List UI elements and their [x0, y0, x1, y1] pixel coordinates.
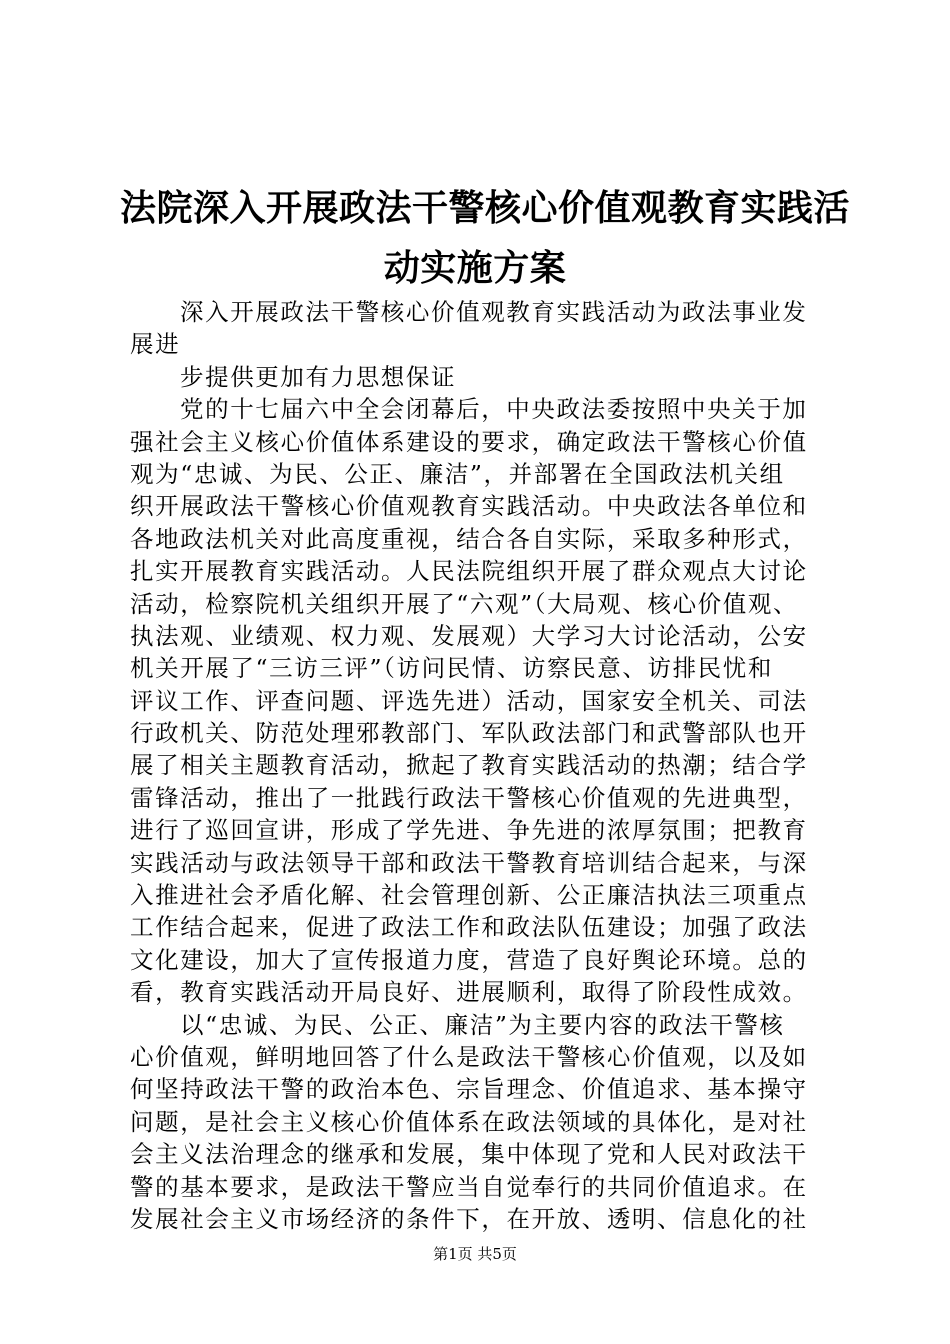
- body-line: 行政机关、防范处理邪教部门、军队政法部门和武警部队也开: [130, 719, 808, 748]
- body-line: 各地政法机关对此高度重视，结合各自实际，采取多种形式，: [130, 524, 808, 553]
- body-line: 警的基本要求，是政法干警应当自觉奉行的共同价值追求。在: [130, 1172, 808, 1201]
- body-line: 工作结合起来，促进了政法工作和政法队伍建设；加强了政法: [130, 913, 808, 942]
- body-line: 看，教育实践活动开局良好、进展顺利，取得了阶段性成效。: [130, 978, 808, 1007]
- body-line: 机关开展了“三访三评”（访问民情、访察民意、访排民忧和: [130, 654, 773, 683]
- body-line: 会主义法治理念的继承和发展，集中体现了党和人民对政法干: [130, 1140, 808, 1169]
- body-line: 问题，是社会主义核心价值体系在政法领域的具体化，是对社: [130, 1107, 808, 1136]
- body-line: 观为“忠诚、为民、公正、廉洁”，并部署在全国政法机关组: [130, 459, 785, 488]
- body-line: 党的十七届六中全会闭幕后，中央政法委按照中央关于加: [180, 395, 808, 424]
- body-line: 活动，检察院机关组织开展了“六观”（大局观、核心价值观、: [130, 589, 799, 618]
- body-line: 织开展政法干警核心价值观教育实践活动。中央政法各单位和: [130, 492, 808, 521]
- body-line: 发展社会主义市场经济的条件下，在开放、透明、信息化的社: [130, 1204, 808, 1233]
- body-line: 展了相关主题教育活动，掀起了教育实践活动的热潮；结合学: [130, 751, 808, 780]
- body-line: 以“忠诚、为民、公正、廉洁”为主要内容的政法干警核: [180, 1010, 785, 1039]
- body-line: 深入开展政法干警核心价值观教育实践活动为政法事业发: [180, 298, 808, 326]
- body-line: 雷锋活动，推出了一批践行政法干警核心价值观的先进典型，: [130, 783, 808, 812]
- body-line: 扎实开展教育实践活动。人民法院组织开展了群众观点大讨论: [130, 557, 808, 586]
- body-line: 评议工作、评查问题、评选先进）活动，国家安全机关、司法: [130, 686, 808, 715]
- body-line: 执法观、业绩观、权力观、发展观）大学习大讨论活动，公安: [130, 621, 808, 650]
- body-line: 文化建设，加大了宣传报道力度，营造了良好舆论环境。总的: [130, 945, 808, 974]
- body-line: 强社会主义核心价值体系建设的要求，确定政法干警核心价值: [130, 427, 808, 456]
- document-title-line-1: 法院深入开展政法干警核心价值观教育实践活: [120, 187, 851, 229]
- body-line: 实践活动与政法领导干部和政法干警教育培训结合起来，与深: [130, 848, 808, 877]
- body-line: 展进: [130, 330, 181, 359]
- document-body: [130, 296, 835, 1235]
- body-line: 何坚持政法干警的政治本色、宗旨理念、价值追求、基本操守: [130, 1075, 808, 1104]
- document-title-line-2: 动实施方案: [383, 247, 567, 289]
- page-footer: 第1页 共5页: [433, 1245, 517, 1263]
- body-line: 心价值观，鲜明地回答了什么是政法干警核心价值观，以及如: [130, 1042, 808, 1071]
- body-line: 步提供更加有力思想保证: [180, 362, 457, 391]
- body-line: 进行了巡回宣讲，形成了学先进、争先进的浓厚氛围；把教育: [130, 816, 808, 845]
- body-line: 入推进社会矛盾化解、社会管理创新、公正廉洁执法三项重点: [130, 881, 808, 910]
